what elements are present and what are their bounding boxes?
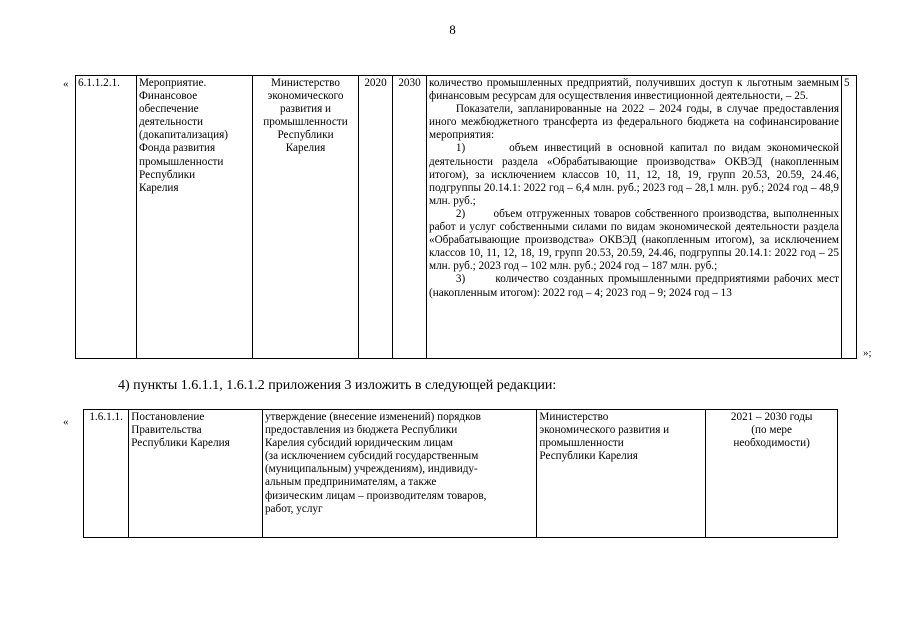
term-cell: 2021 – 2030 годы (по мере необходимости) bbox=[706, 410, 838, 538]
indicators-cell: количество промышленных предприятий, получивших доступ к льготным заемным финансовым ресурсам для осуществления инвестиционной деятельности, – 25. Показатели, запланированные на 2022 – 2024 годы, в случае предоставления иного межбюджетного трансферта из федерального бюджета на софинансирование мероприятия: 1) объем инвестиций в основной капитал по видам экономической деятельности раздела «Обрабатывающие производства» ОКВЭД (накопленным итогом), за исключением классов 10, 11, 12, 18, 19, групп 20.53, 20.59, 24.46, подгруппы 20.14.1: 2022 год – 6,4 млн. руб.; 2023 год – 28,1 млн. руб.; 2024 год – 48,9 млн. руб.; 2) объем отгруженных товаров собственного производства, выполненных работ и услуг собственными силами по видам экономической деятельности раздела «Обрабатывающие производства» ОКВЭД (накопленным итогом), за исключением классов 10, 11, 12, 18, 19, групп 20.53, 20.59, 24.46, подгруппы 20.14.1: 2022 год – 25 млн. руб.; 2023 год – 102 млн. руб.; 2024 год – 187 млн. руб.; 3) количество созданных промышленными предприятиями рабочих мест (накопленным итогом): 2022 год – 4; 2023 год – 9; 2024 год – 13 bbox=[427, 76, 842, 359]
row-number-cell: 1.6.1.1. bbox=[84, 410, 129, 538]
page-number: 8 bbox=[449, 22, 456, 37]
open-quote-1: « bbox=[63, 78, 69, 90]
measures-table bbox=[75, 75, 857, 359]
table-row bbox=[76, 76, 857, 359]
appendix3-table bbox=[83, 409, 838, 538]
close-quote-1: »; bbox=[863, 347, 872, 359]
executor-cell: Министерство экономического развития и промышленности Республики Карелия bbox=[537, 410, 706, 538]
event-name-cell: Мероприятие. Финансовое обеспечение деятельности (докапитализация) Фонда развития промышленности Республики Карелия bbox=[137, 76, 253, 359]
year-end-cell: 2030 bbox=[393, 76, 427, 359]
row-number-cell: 6.1.1.2.1. bbox=[76, 76, 137, 359]
content-cell: утверждение (внесение изменений) порядков предоставления из бюджета Республики Карелия субсидий юридическим лицам (за исключением субсидий государственным (муниципальным) учреждениям), индивиду- альным предпринимателям, а также физическим лицам – производителям товаров, работ, услуг bbox=[262, 410, 536, 538]
document-cell: Постановление Правительства Республики Карелия bbox=[129, 410, 263, 538]
executor-cell: Министерство экономического развития и промышленности Республики Карелия bbox=[253, 76, 359, 359]
table-row bbox=[84, 410, 838, 538]
value-cell: 5 bbox=[842, 76, 857, 359]
amendment-heading: 4) пункты 1.6.1.1, 1.6.1.2 приложения 3 изложить в следующей редакции: bbox=[118, 378, 557, 393]
open-quote-2: « bbox=[63, 416, 69, 428]
year-start-cell: 2020 bbox=[359, 76, 393, 359]
